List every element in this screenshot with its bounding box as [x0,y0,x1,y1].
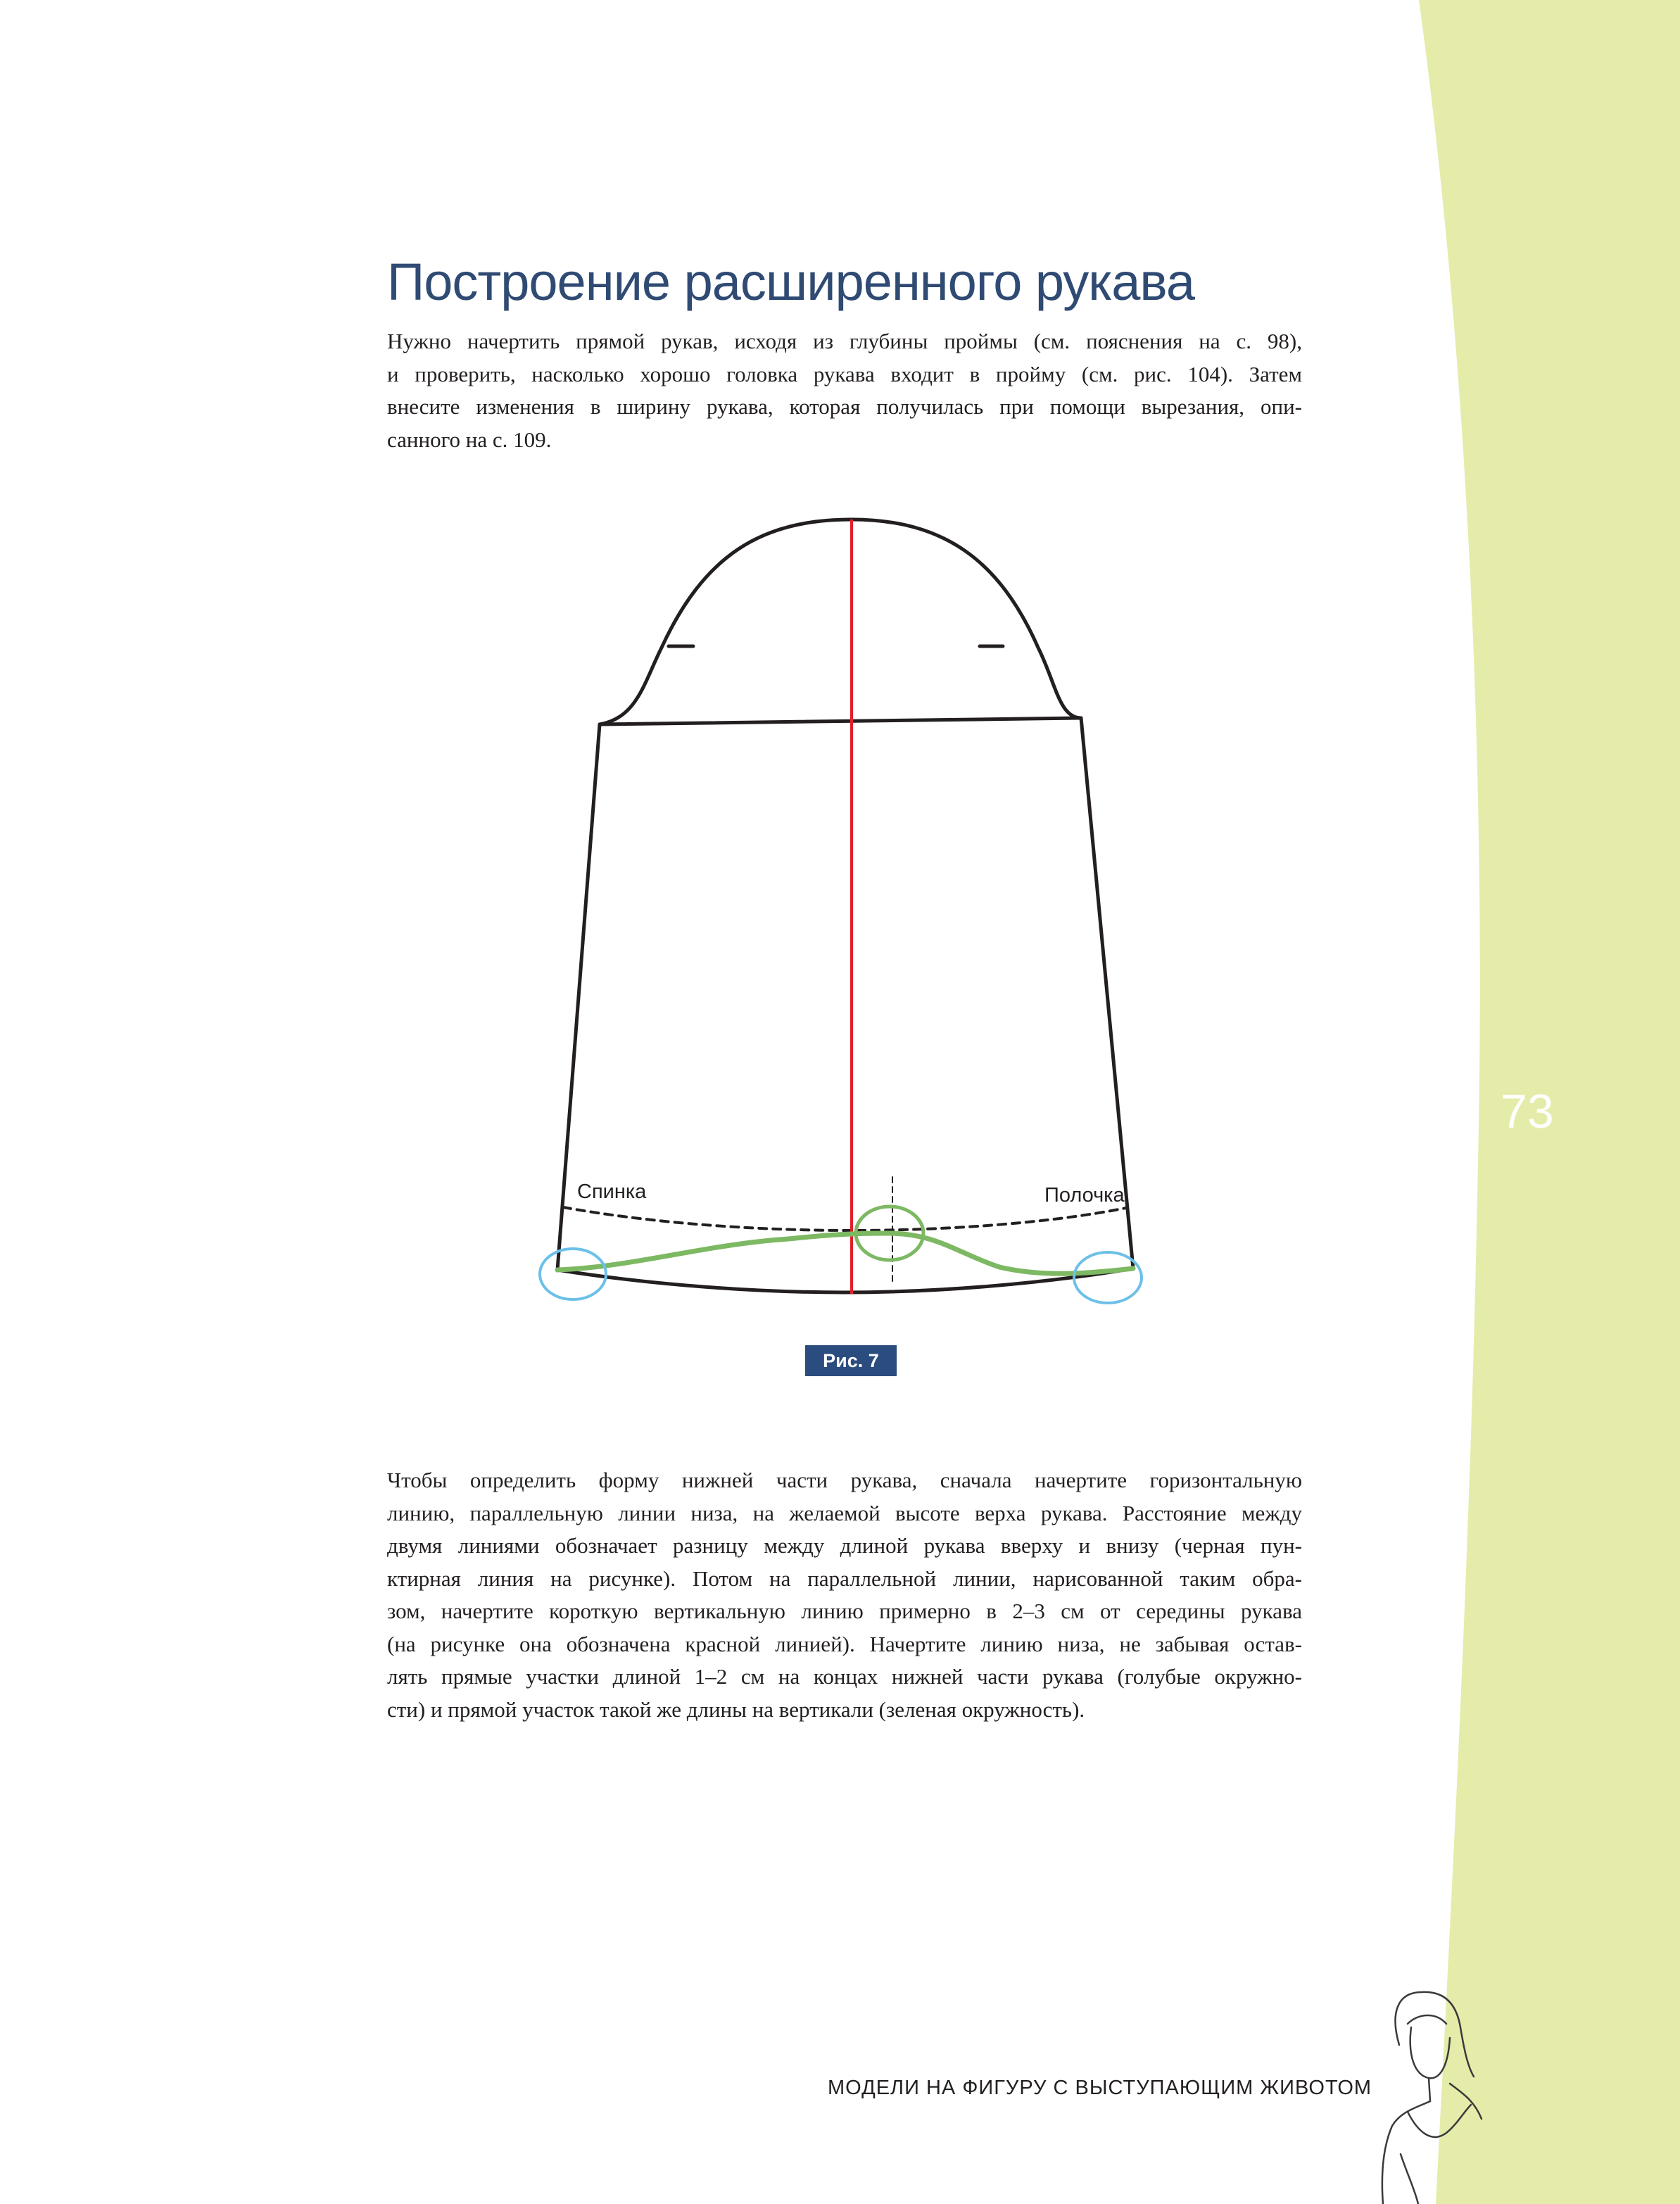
explain-line: двумя линиями обозначает разницу между длиной рукава вверху и внизу (черная пун- [387,1533,1302,1558]
figure-caption: Рис. 7 [805,1345,897,1376]
neck-line [1429,2078,1430,2101]
intro-line: санного на с. 109. [387,427,552,452]
explain-line: ктирная линия на рисунке). Потом на параллельной линии, нарисованной таким обра- [387,1566,1302,1591]
page-number: 73 [1501,1085,1554,1138]
hair-fringe [1408,2015,1446,2024]
page-title: Построение расширенного рукава [387,253,1195,311]
garment-line [1401,2154,1418,2204]
shoulder-right [1450,2084,1482,2119]
hair-outline [1396,1992,1474,2077]
neckline [1408,2105,1471,2137]
running-footer: МОДЕЛИ НА ФИГУРУ С ВЫСТУПАЮЩИМ ЖИВОТОМ [828,2077,1372,2099]
explain-line: линию, параллельную линии низа, на желаемой высоте верха рукава. Расстояние между [387,1500,1302,1525]
label-front: Полочка [1044,1184,1125,1207]
intro-line: и проверить, насколько хорошо головка рукава входит в пройму (см. рис. 104). Затем [387,361,1302,386]
explain-line: (на рисунке она обозначена красной линией). Начертите линию низа, не забывая остав- [387,1631,1302,1656]
shoulder-left [1382,2101,1430,2204]
explain-line: лять прямые участки длиной 1–2 см на концах нижней части рукава (голубые окружно- [387,1664,1302,1689]
intro-line: Нужно начертить прямой рукав, исходя из глубины проймы (см. пояснения на с. 98), [387,329,1302,353]
intro-line: внесите изменения в ширину рукава, которая получилась при помощи вырезания, опи- [387,394,1302,419]
explain-line: Чтобы определить форму нижней части рукава, сначала начертите горизонтальную [387,1468,1302,1492]
explain-line: сти) и прямой участок такой же длины на вертикали (зеленая окружность). [387,1696,1085,1722]
label-back: Спинка [577,1180,647,1203]
face-outline [1410,2027,1450,2078]
explain-line: зом, начертите короткую вертикальную линию примерно в 2–3 см от середины рукава [387,1599,1302,1623]
